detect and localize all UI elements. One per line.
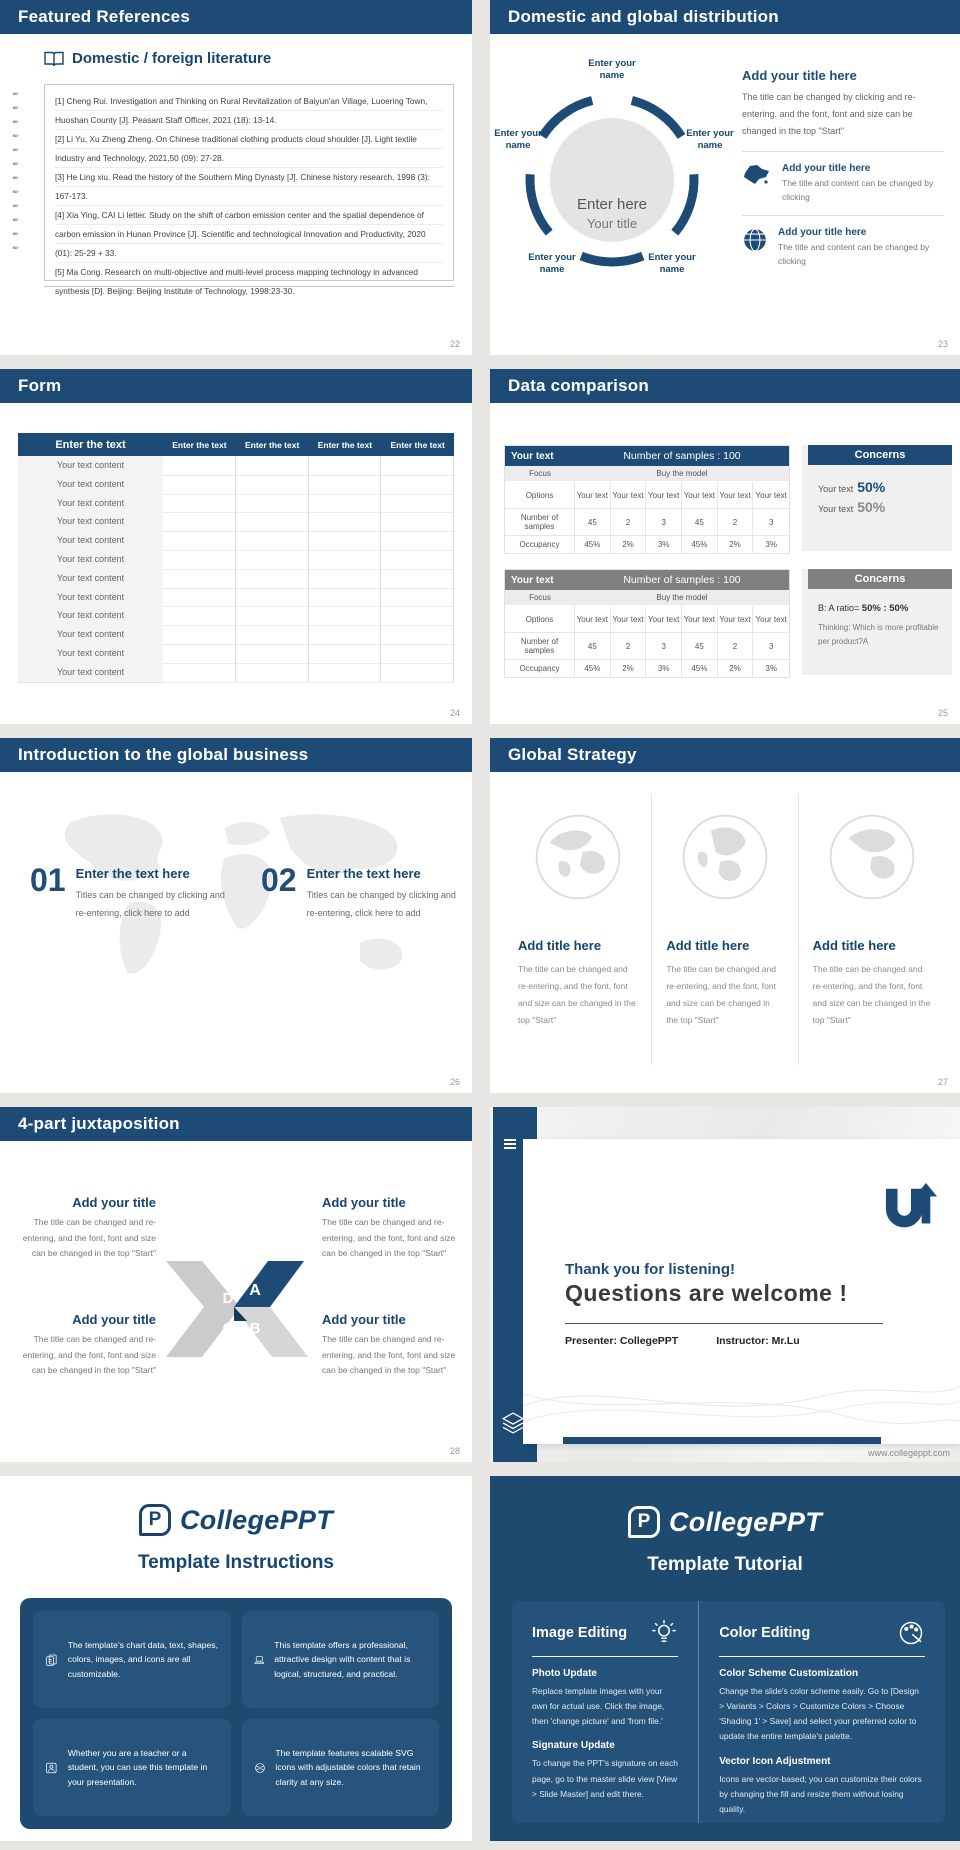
concern-label: Your text <box>818 504 854 514</box>
cell: 3% <box>765 664 777 673</box>
form-table <box>18 433 454 682</box>
ball-icon <box>254 1754 266 1782</box>
row-label: Your text content <box>18 531 163 551</box>
cell: 3 <box>753 509 789 536</box>
tile-text: The template's chart data, text, shapes, colors, images, and icons are all customizable. <box>67 1639 218 1679</box>
section-text: To change the PPT's signature on each page, go to the master slide view [View > Slide Master] and edit there. <box>532 1758 678 1799</box>
china-map-icon <box>742 163 772 187</box>
page-number: 22 <box>449 339 460 349</box>
globe-icon <box>678 810 772 904</box>
divider <box>532 1656 678 1657</box>
table-row <box>18 569 454 588</box>
page-number: 24 <box>449 708 460 718</box>
pen-icon: ✒ <box>12 201 20 211</box>
slide-title: Form <box>18 376 62 395</box>
slide-row-4 <box>0 1107 960 1462</box>
cell: 2 <box>611 633 647 660</box>
slide-data-comparison[interactable] <box>490 369 960 724</box>
row-label: Options <box>505 482 575 509</box>
pen-icon: ✒ <box>12 131 20 141</box>
svg-text:A: A <box>249 1282 261 1299</box>
quadrant-block <box>16 1195 156 1262</box>
concern-line <box>818 499 942 515</box>
cell: 3% <box>765 540 777 549</box>
row-label: Your text content <box>18 588 163 608</box>
slide-title: Introduction to the global business <box>18 745 309 764</box>
item-text: The title and content can be changed by clicking <box>778 242 930 267</box>
concern-line <box>818 479 942 495</box>
slide-row-1 <box>0 0 960 355</box>
cell: Your text <box>753 482 789 509</box>
cell: Your text <box>611 606 647 633</box>
ratio-label: B: A ratio= <box>818 603 860 613</box>
world-map-background <box>10 793 460 1063</box>
table-row <box>18 512 454 531</box>
slide-title: Featured References <box>18 7 190 26</box>
strategy-column <box>799 794 946 1065</box>
list-item <box>742 163 944 204</box>
section-heading: Vector Icon Adjustment <box>719 1755 831 1767</box>
table-row <box>18 475 454 494</box>
cell: 45 <box>575 509 611 536</box>
comparison-table-2 <box>504 569 790 678</box>
university-logo <box>882 1183 940 1237</box>
page-number: 26 <box>449 1077 460 1087</box>
slide-featured-references[interactable] <box>0 0 472 355</box>
table-row <box>18 456 454 475</box>
comparison-table-1 <box>504 445 790 554</box>
samples-row <box>505 509 789 536</box>
item-heading: Enter the text here <box>306 866 421 881</box>
item-title: Add your title here <box>778 227 867 239</box>
column-heading: Add title here <box>518 938 602 953</box>
cell: Your text <box>646 606 682 633</box>
concerns-box-2 <box>802 569 952 675</box>
ring-center-line1: Enter here <box>576 196 648 213</box>
row-label: Your text content <box>18 663 163 683</box>
tile-text: Whether you are a teacher or a student, you can use this template in your presentation. <box>67 1747 208 1787</box>
instructor: Instructor: Mr.Lu <box>716 1335 800 1347</box>
thank-you-card <box>523 1139 960 1444</box>
section-text: Icons are vector-based; you can customize their colors by changing the fill and resize them without losing quality. <box>719 1773 922 1814</box>
row-label: Your text content <box>18 606 163 626</box>
ring-center-line2: Your title <box>586 216 638 231</box>
row-label: Your text content <box>18 494 163 514</box>
focus-value: Buy the model <box>656 593 708 602</box>
concerns-box-1 <box>802 445 952 551</box>
cell: 45% <box>575 536 611 553</box>
column-header: Enter the text <box>55 438 126 451</box>
right-content <box>742 68 944 269</box>
cell: 45% <box>575 660 611 677</box>
accent-bar <box>563 1437 881 1444</box>
slide-distribution[interactable] <box>490 0 960 355</box>
svg-text:D: D <box>222 1290 234 1307</box>
content-heading: Add your title here <box>742 68 857 83</box>
brand-name: CollegePPT <box>668 1506 823 1537</box>
globe-icon <box>531 810 625 904</box>
panel-title: Template Instructions <box>137 1552 334 1573</box>
occupancy-row <box>505 660 789 677</box>
section-heading <box>44 50 271 67</box>
book-icon <box>44 51 64 66</box>
focus-label: Focus <box>529 593 551 602</box>
pen-icon: ✒ <box>12 243 20 253</box>
column-header: Enter the text <box>244 439 300 450</box>
divider <box>742 215 944 216</box>
ring-label: Enter your name <box>648 252 696 275</box>
samples-header: Number of samples : 100 <box>623 450 741 462</box>
row-label: Number of samples <box>505 633 575 660</box>
pen-icon: ✒ <box>12 159 20 169</box>
slide-form[interactable] <box>0 369 472 724</box>
corner-cell: Your text <box>511 450 554 462</box>
slide-title-bar <box>0 1107 472 1141</box>
samples-header: Number of samples : 100 <box>623 574 741 586</box>
strategy-column <box>651 794 798 1065</box>
cell: 2% <box>611 536 647 553</box>
brand-logo <box>490 1476 960 1538</box>
slide-row-2 <box>0 369 960 724</box>
row-label: Your text content <box>18 550 163 570</box>
ring-label: Enter your name <box>494 128 542 151</box>
cell: 45% <box>682 536 718 553</box>
table-row <box>18 606 454 625</box>
concerns-title: Concerns <box>808 445 952 465</box>
column-text: The title can be changed and re-entering, and the font, font and size can be changed in the top "Start" <box>518 964 636 1025</box>
cell: Your text <box>718 606 754 633</box>
globe-icon <box>825 810 919 904</box>
concern-value: 50% <box>857 479 886 495</box>
cell: Your text <box>682 606 718 633</box>
palette-icon <box>897 1619 925 1647</box>
item-text: Titles can be changed by clicking and re-entering, click here to add <box>306 890 456 918</box>
block-text: The title can be changed and re-entering, and the font, font and size can be changed in the top "Start" <box>322 1217 456 1259</box>
reference-item: [3] He Ling xiu. Read the history of the Southern Ming Dynasty [J]. Chinese history research, 1998 (3): 167-173. <box>55 172 430 201</box>
tile-text: The template features scalable SVG icons with adjustable colors that retain clarity at any size. <box>275 1747 421 1787</box>
template-instructions-panel <box>0 1476 472 1841</box>
cell: Your text <box>575 606 611 633</box>
slide-title-bar <box>490 738 960 772</box>
table-row <box>18 494 454 513</box>
numbered-items <box>30 862 464 922</box>
instruction-tile <box>242 1611 440 1708</box>
slide-title: 4-part juxtaposition <box>18 1114 180 1133</box>
column-heading: Add title here <box>666 938 750 953</box>
block-text: The title can be changed and re-entering, and the font, font and size can be changed in the top "Start" <box>22 1334 156 1376</box>
ring-label: Enter your name <box>528 252 576 275</box>
content-paragraph: The title can be changed by clicking and re-entering, and the font, font and size can be changed in the top "Start" <box>742 92 916 137</box>
concern-label: Your text <box>818 484 854 494</box>
slide-juxtaposition[interactable] <box>0 1107 472 1462</box>
column-header: Enter the text <box>390 439 445 450</box>
credits-row <box>565 1335 800 1347</box>
ring-label: Enter your name <box>588 58 636 81</box>
row-label: Your text content <box>18 625 163 645</box>
slide-global-strategy[interactable] <box>490 738 960 1093</box>
cell: 45 <box>682 633 718 660</box>
slide-title: Domestic and global distribution <box>508 7 779 26</box>
divider <box>742 151 944 152</box>
divider <box>44 286 454 287</box>
cell: 2 <box>611 509 647 536</box>
tutorial-heading: Image Editing <box>532 1625 628 1641</box>
template-tutorial-panel <box>490 1476 960 1841</box>
cell: 3 <box>753 633 789 660</box>
cell: 2% <box>718 660 754 677</box>
instruction-tile <box>33 1719 231 1816</box>
row-label: Your text content <box>18 512 163 532</box>
cell: 45 <box>682 509 718 536</box>
panel-title: Template Tutorial <box>647 1554 803 1575</box>
item-number: 01 <box>30 862 66 898</box>
thanks-line1: Thank you for listening! <box>565 1261 736 1278</box>
focus-label: Focus <box>529 469 551 478</box>
column-heading: Add title here <box>812 938 896 953</box>
wireframe-decoration <box>523 1366 960 1436</box>
row-label: Number of samples <box>505 509 575 536</box>
instructions-box <box>20 1598 452 1829</box>
files-icon <box>45 1646 58 1674</box>
pen-icon: ✒ <box>12 117 20 127</box>
column-text: The title can be changed and re-entering, and the font, font and size can be changed in the top "Start" <box>666 964 776 1025</box>
concerns-title: Concerns <box>808 569 952 589</box>
person-icon <box>45 1754 58 1782</box>
cell: 2 <box>718 633 754 660</box>
slide-title-bar <box>0 738 472 772</box>
section-heading: Signature Update <box>532 1740 615 1752</box>
cell: Your text <box>718 482 754 509</box>
divider <box>719 1656 925 1657</box>
strategy-column <box>504 794 651 1065</box>
section-heading: Photo Update <box>532 1668 597 1679</box>
row-label: Your text content <box>18 644 163 664</box>
row-label: Your text content <box>18 456 163 476</box>
slide-title-bar <box>490 369 960 403</box>
slide-title-bar <box>0 369 472 403</box>
cell: 3 <box>646 509 682 536</box>
tile-text: This template offers a professional, attractive design with content that is logical, structured, and practical. <box>274 1639 411 1679</box>
block-heading: Add your title <box>72 1312 156 1327</box>
slide-title: Data comparison <box>508 376 649 395</box>
block-heading: Add your title <box>322 1195 406 1210</box>
focus-row <box>505 466 789 482</box>
cell: Your text <box>753 606 789 633</box>
menu-icon <box>504 1139 516 1149</box>
pen-icon: ✒ <box>12 215 20 225</box>
cell: Your text <box>682 482 718 509</box>
ratio-value: 50% : 50% <box>861 603 909 614</box>
pen-icon: ✒ <box>12 229 20 239</box>
numbered-item <box>261 862 464 922</box>
cell: 2% <box>718 536 754 553</box>
section-heading: Color Scheme Customization <box>719 1668 859 1679</box>
cell: 45 <box>575 633 611 660</box>
column-header: Enter the text <box>172 439 227 450</box>
page-number: 25 <box>937 708 948 718</box>
row-label: Your text content <box>18 475 163 495</box>
cell: 3% <box>646 660 682 677</box>
tutorial-heading: Color Editing <box>719 1625 811 1641</box>
tutorial-column <box>512 1601 698 1823</box>
column-header: Enter the text <box>317 439 373 450</box>
block-heading: Add your title <box>322 1312 406 1327</box>
list-item <box>742 227 944 268</box>
block-heading: Add your title <box>72 1195 156 1210</box>
slide-thank-you[interactable] <box>490 1107 960 1462</box>
section-text: Change the slide's color scheme easily. Go to [Design > Variants > Colors > Customize Colors > Choose 'Shading 1' > Save] and select your preferred color to update the entire template's palette. <box>719 1686 919 1742</box>
reference-item: [1] Cheng Rui. Investigation and Thinking on Rural Revitalization of Baiyun'an Village, Luoering Town, Huoshan County [J]. Peasant Staff Officer, 2021 (18): 13-14. <box>55 96 428 125</box>
thinking-text: Thinking: Which is more profitable per product?A <box>818 623 939 646</box>
focus-value: Buy the model <box>656 469 708 478</box>
row-label: Occupancy <box>505 660 575 677</box>
corner-cell: Your text <box>511 574 554 586</box>
references-box <box>44 84 454 296</box>
pen-icon: ✒ <box>12 89 20 99</box>
block-text: The title can be changed and re-entering, and the font, font and size can be changed in the top "Start" <box>22 1217 156 1259</box>
cell: Your text <box>575 482 611 509</box>
table-row <box>18 644 454 663</box>
ring-center-text <box>550 196 674 231</box>
samples-row <box>505 633 789 660</box>
item-number: 02 <box>261 862 297 898</box>
row-label: Occupancy <box>505 536 575 553</box>
reference-item: [2] Li Yu, Xu Zheng Zheng. On Chinese traditional clothing products cloud shoulder [J]. Light textile Industry and Technology, 2021,50 (09): 27-28. <box>55 134 417 163</box>
focus-row <box>505 590 789 606</box>
table-row <box>18 550 454 569</box>
divider <box>565 1323 883 1324</box>
row-label: Options <box>505 606 575 633</box>
slide-title: Global Strategy <box>508 745 637 764</box>
table-row <box>18 588 454 607</box>
table-header-row <box>505 446 789 466</box>
table-row <box>18 531 454 550</box>
logo-mark-icon: P <box>628 1506 660 1538</box>
cell: 3 <box>646 633 682 660</box>
occupancy-row <box>505 536 789 553</box>
bullet-column <box>12 90 20 253</box>
pen-icon: ✒ <box>12 173 20 183</box>
pen-icon: ✒ <box>12 187 20 197</box>
page-number: 23 <box>937 339 948 349</box>
bulb-icon <box>650 1619 678 1647</box>
slide-global-business[interactable] <box>0 738 472 1093</box>
options-row <box>505 606 789 633</box>
page-number: 27 <box>937 1077 948 1087</box>
options-row <box>505 482 789 509</box>
svg-text:C: C <box>222 1320 234 1337</box>
reference-item: [4] Xia Ying, CAI Li letter. Study on the shift of carbon emission center and the spatial dependence of carbon emission in Hunan Province [J]. Scientific and technological Innovation and Productivity, 2020 (01): 25-29 + 33. <box>55 210 426 258</box>
instruction-tile <box>33 1611 231 1708</box>
quadrant-block <box>16 1312 156 1379</box>
table-header-row <box>505 570 789 590</box>
table-row <box>18 625 454 644</box>
column-text: The title can be changed and re-entering, and the font, font and size can be changed in the top "Start" <box>812 964 931 1025</box>
cell: Your text <box>611 482 647 509</box>
pen-icon: ✒ <box>12 103 20 113</box>
block-text: The title can be changed and re-entering, and the font, font and size can be changed in the top "Start" <box>322 1334 456 1376</box>
section-text: Replace template images with your own for actual use. Click the image, then 'change picture' and 'from file.' <box>532 1686 665 1727</box>
tutorial-box <box>512 1601 945 1823</box>
ratio-line <box>818 603 942 614</box>
slide-title-bar <box>0 0 472 34</box>
cell: 3% <box>646 536 682 553</box>
brand-logo <box>0 1476 472 1536</box>
slide-title-bar <box>490 0 960 34</box>
quadrant-block <box>322 1312 462 1379</box>
laptop-icon <box>254 1646 265 1674</box>
slide-row-3 <box>0 738 960 1093</box>
cell: 45% <box>682 660 718 677</box>
item-text: Titles can be changed by clicking and re-entering, click here to add <box>75 890 225 918</box>
tutorial-column <box>698 1601 945 1823</box>
thanks-line2: Questions are welcome ! <box>565 1280 848 1306</box>
cell: 2% <box>611 660 647 677</box>
brand-name: CollegePPT <box>179 1504 334 1535</box>
layers-icon <box>502 1412 524 1434</box>
svg-text:B: B <box>249 1320 261 1337</box>
ring-label: Enter your name <box>686 128 734 151</box>
instruction-tile <box>242 1719 440 1816</box>
row-label: Your text content <box>18 569 163 589</box>
panel-row <box>0 1476 960 1841</box>
page-number: 28 <box>449 1446 460 1456</box>
item-text: The title and content can be changed by clicking <box>782 178 934 202</box>
cell: 2 <box>718 509 754 536</box>
table-row <box>18 663 454 682</box>
numbered-item <box>30 862 233 922</box>
quadrant-block <box>322 1195 462 1262</box>
pen-icon: ✒ <box>12 145 20 155</box>
item-heading: Enter the text here <box>75 866 190 881</box>
ribbon-diagram <box>162 1249 312 1369</box>
section-title: Domestic / foreign literature <box>72 50 272 67</box>
concern-value: 50% <box>857 499 886 515</box>
item-title: Add your title here <box>782 163 871 175</box>
globe-icon <box>742 227 768 253</box>
table-header-row <box>18 433 454 456</box>
website-link[interactable]: www.collegeppt.com <box>867 1448 950 1458</box>
cell: Your text <box>646 482 682 509</box>
presenter: Presenter: CollegePPT <box>565 1335 679 1347</box>
logo-mark-icon: P <box>139 1504 171 1536</box>
three-columns <box>504 794 946 1065</box>
reference-item: [5] Ma Cong. Research on multi-objective and multi-level process mapping technology in advanced synthesis [D]. Beijing: Beijing Institute of Technology, 1998:23-30. <box>55 267 418 296</box>
